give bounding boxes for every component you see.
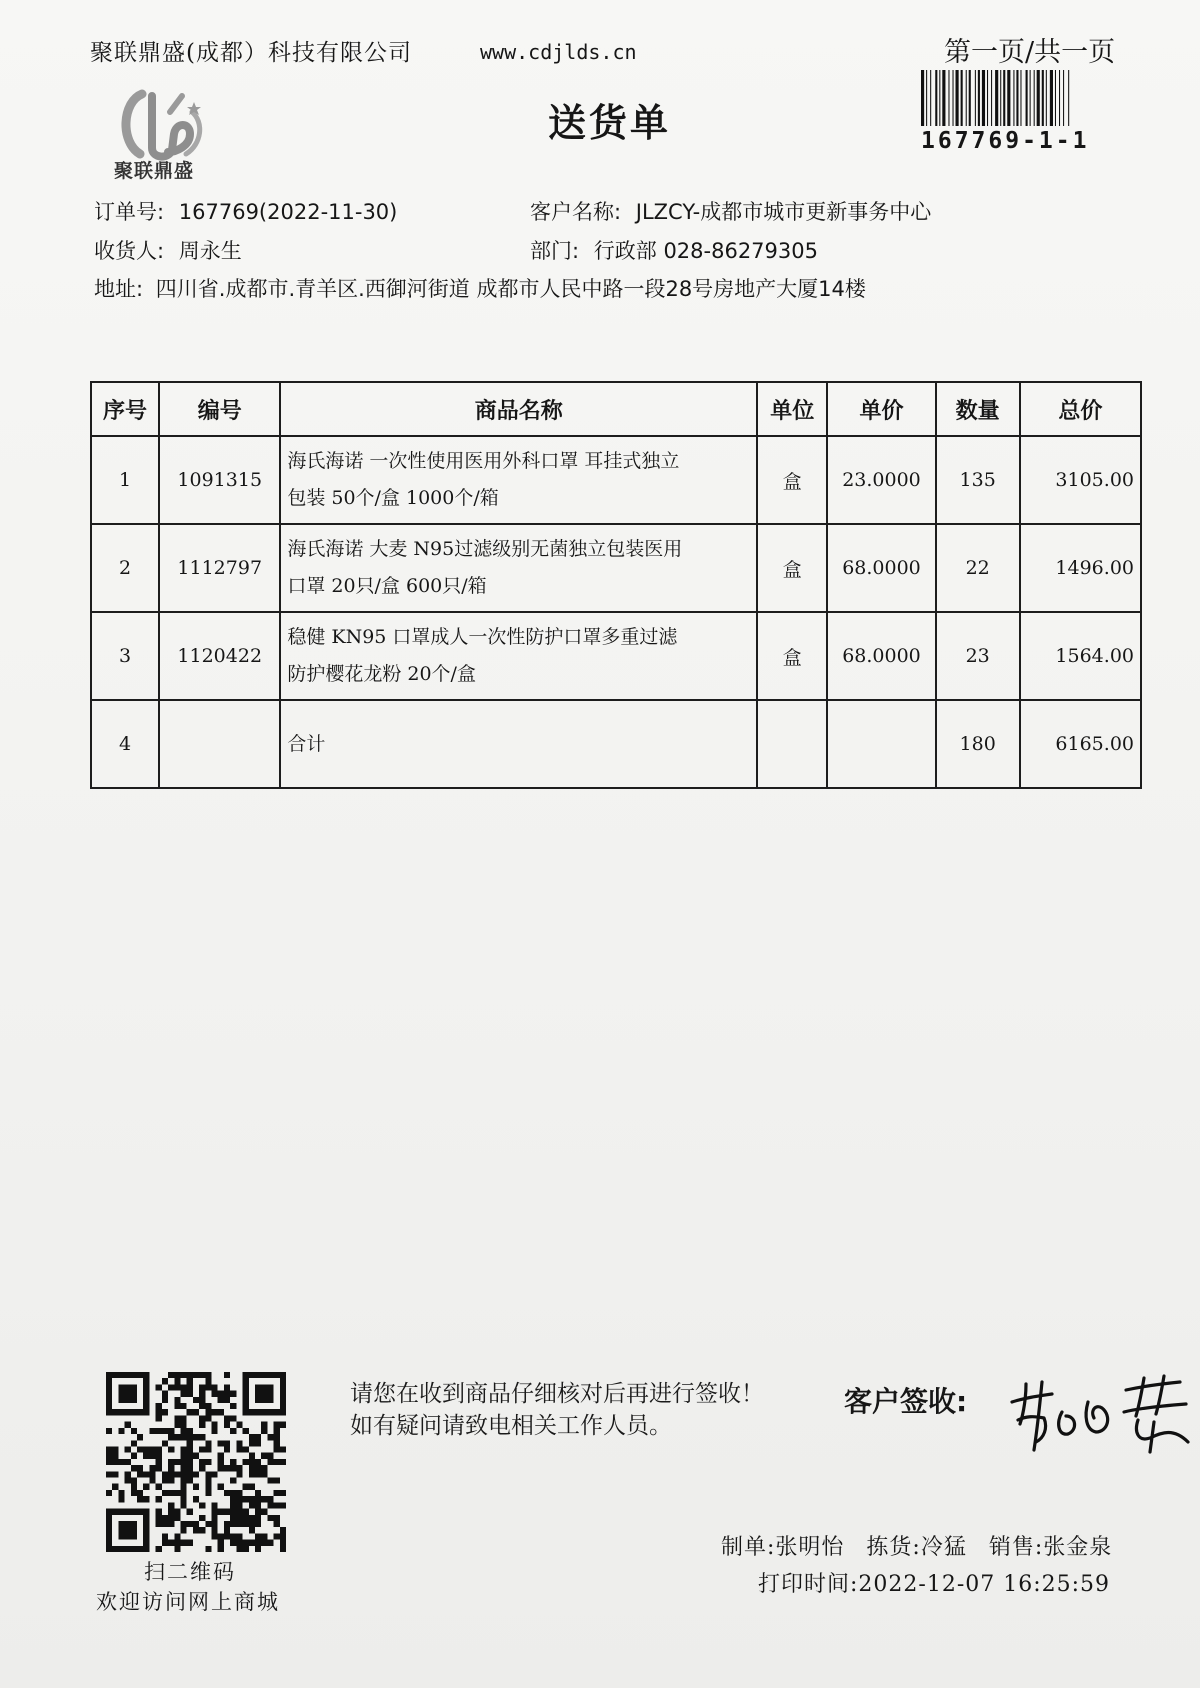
row-seq: 4: [91, 700, 159, 788]
row-product-name: [280, 436, 757, 524]
product-name-line2: 口罩 20只/盒 600只/箱: [287, 575, 487, 597]
product-name-line2: 防护樱花龙粉 20个/盒: [287, 663, 476, 685]
column-header-total: 总价: [1020, 382, 1141, 436]
order-number-row: [94, 196, 397, 226]
column-header-code: 编号: [159, 382, 280, 436]
product-name-line1: 稳健 KN95 口罩成人一次性防护口罩多重过滤: [287, 626, 678, 648]
column-header-seq: 序号: [91, 382, 159, 436]
document-title: 送货单: [548, 101, 672, 145]
column-header-unit: 单位: [757, 382, 827, 436]
row-quantity: 22: [936, 524, 1020, 612]
row-total: 3105.00: [1020, 436, 1141, 524]
picker: 拣货:冷猛: [866, 1535, 967, 1560]
row-quantity: 135: [936, 436, 1020, 524]
salesperson: 销售:张金泉: [988, 1535, 1113, 1560]
row-quantity: 180: [936, 700, 1020, 788]
qr-code-icon[interactable]: [106, 1372, 286, 1552]
maker: 制单:张明怡: [721, 1535, 845, 1560]
handwritten-signature-icon: [1004, 1372, 1194, 1458]
row-code: 1112797: [159, 524, 280, 612]
order-number: 167769(2022-11-30): [178, 200, 398, 224]
column-header-unit-price: 单价: [827, 382, 935, 436]
customer-label: 客户名称:: [530, 200, 622, 224]
column-header-quantity: 数量: [936, 382, 1020, 436]
customer-name: JLZCY-成都市城市更新事务中心: [635, 200, 932, 224]
qr-caption-scan: 扫二维码: [144, 1560, 236, 1584]
table-header-row: [91, 382, 1141, 436]
row-product-name: [280, 524, 757, 612]
receiver-row: [94, 235, 242, 265]
items-table: [90, 381, 1142, 789]
customer-row: [530, 196, 931, 226]
table-total-row: [91, 700, 1141, 788]
row-unit-price: 68.0000: [827, 524, 935, 612]
row-unit-price: 23.0000: [827, 436, 935, 524]
staff-line: [721, 1530, 1126, 1561]
barcode-icon: [921, 70, 1131, 126]
table-row: [91, 524, 1141, 612]
company-website: www.cdjlds.cn: [480, 40, 637, 64]
total-label: 合计: [287, 732, 326, 755]
receiver-name: 周永生: [178, 239, 242, 263]
row-product-name: [280, 612, 757, 700]
address-value: 四川省.成都市.青羊区.西御河街道 成都市人民中路一段28号房地产大厦14楼: [155, 277, 866, 301]
row-product-name: [280, 700, 757, 788]
row-total: 6165.00: [1020, 700, 1141, 788]
column-header-product-name: 商品名称: [280, 382, 757, 436]
page-indicator: 第一页/共一页: [944, 37, 1116, 68]
row-unit: 盒: [757, 436, 827, 524]
order-number-label: 订单号:: [94, 200, 165, 224]
department-label: 部门:: [530, 239, 580, 263]
row-seq: 1: [91, 436, 159, 524]
product-name-line2: 包装 50个/盒 1000个/箱: [287, 487, 499, 509]
address-row: [94, 273, 866, 303]
address-label: 地址:: [94, 277, 144, 301]
print-time: 打印时间:2022-12-07 16:25:59: [758, 1572, 1111, 1597]
receiver-label: 收货人:: [94, 239, 165, 263]
table-row: [91, 612, 1141, 700]
logo-text: 聚联鼎盛: [114, 160, 195, 182]
row-unit: 盒: [757, 524, 827, 612]
row-quantity: 23: [936, 612, 1020, 700]
row-unit: [757, 700, 827, 788]
row-code: 1120422: [159, 612, 280, 700]
row-seq: 2: [91, 524, 159, 612]
row-code: 1091315: [159, 436, 280, 524]
product-name-line1: 海氏海诺 大麦 N95过滤级别无菌独立包装医用: [287, 538, 683, 560]
barcode-number: 167769-1-1: [921, 128, 1090, 154]
qr-caption-shop: 欢迎访问网上商城: [96, 1590, 280, 1614]
product-name-line1: 海氏海诺 一次性使用医用外科口罩 耳挂式独立: [287, 450, 680, 472]
department-row: [530, 235, 818, 265]
table-row: [91, 436, 1141, 524]
row-code: [159, 700, 280, 788]
row-unit-price: [827, 700, 935, 788]
receipt-notice: 请您在收到商品仔细核对后再进行签收！如有疑问请致电相关工作人员。: [350, 1381, 764, 1439]
row-total: 1564.00: [1020, 612, 1141, 700]
row-total: 1496.00: [1020, 524, 1141, 612]
row-unit-price: 68.0000: [827, 612, 935, 700]
row-seq: 3: [91, 612, 159, 700]
company-name: 聚联鼎盛(成都）科技有限公司: [90, 40, 412, 66]
department-value: 行政部 028-86279305: [593, 239, 818, 263]
row-unit: 盒: [757, 612, 827, 700]
customer-signature-label: 客户签收:: [844, 1385, 968, 1418]
